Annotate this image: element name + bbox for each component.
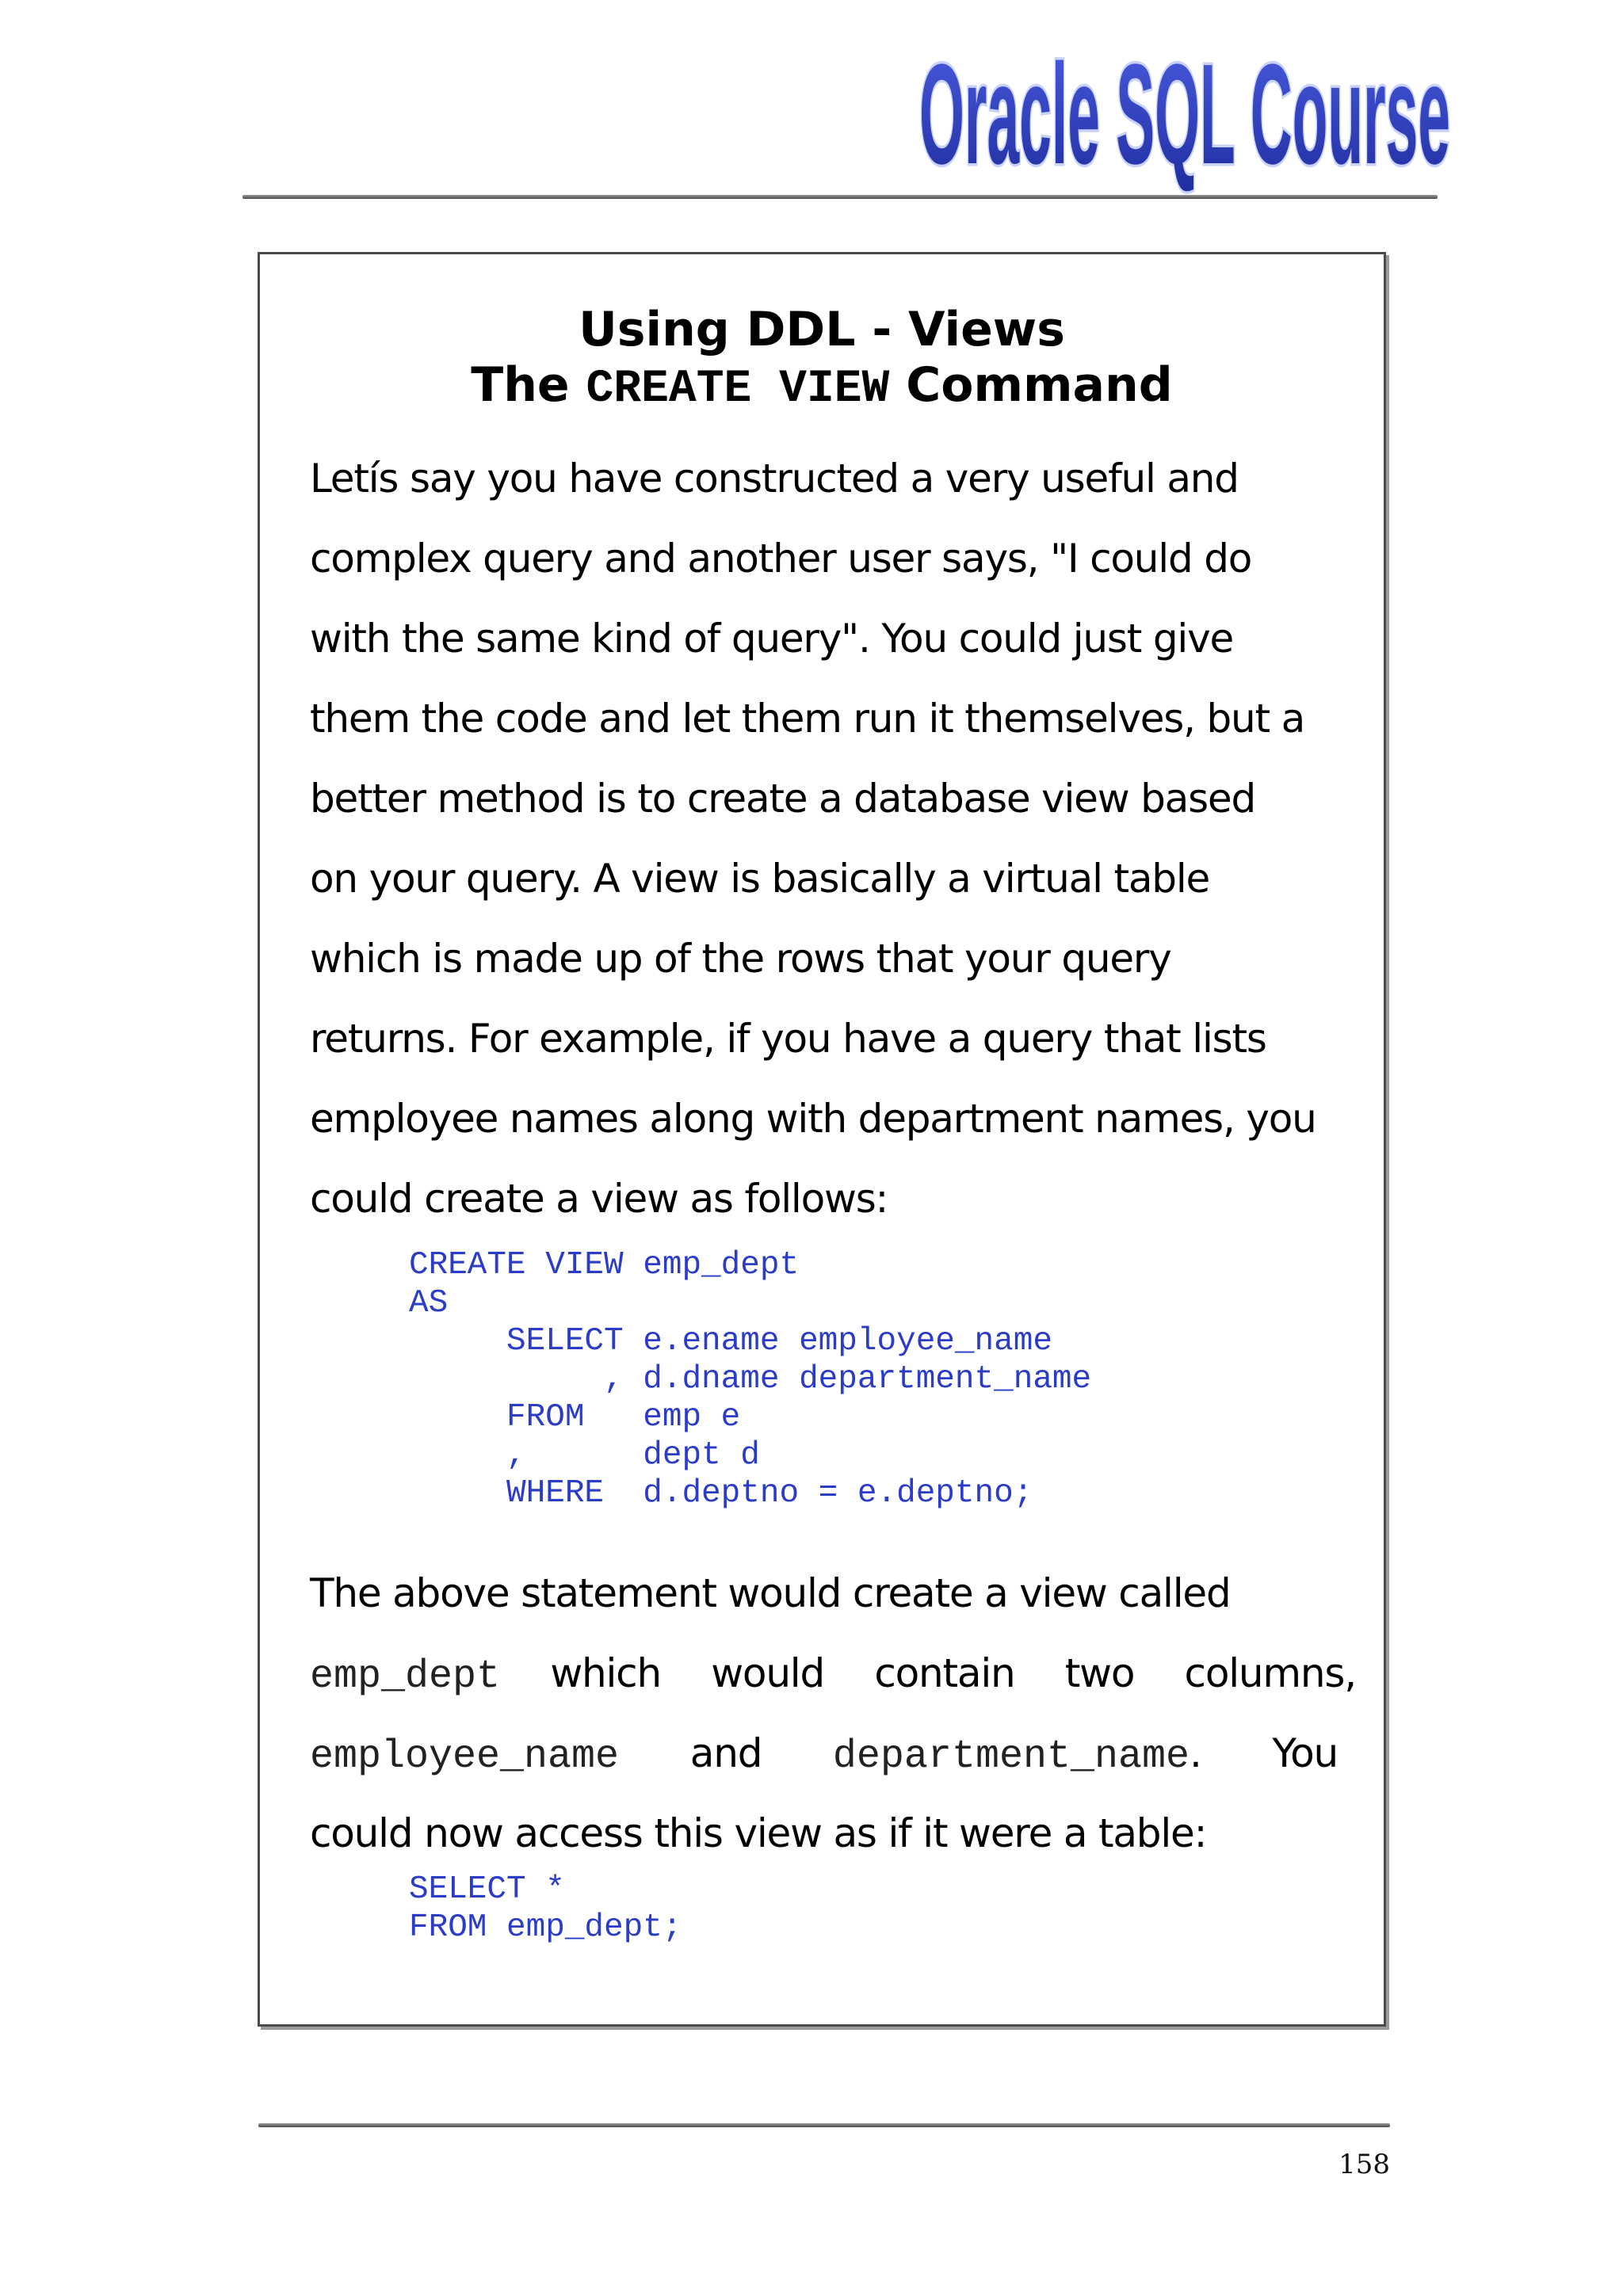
word: contain: [874, 1650, 1015, 1696]
code-line: SELECT *: [409, 1871, 565, 1908]
paragraph-line: The above statement would create a view called: [310, 1570, 1231, 1616]
paragraph-line: could now access this view as if it were a table:: [310, 1810, 1207, 1856]
word: which: [550, 1650, 661, 1696]
code-line: FROM emp_dept;: [409, 1909, 682, 1946]
word: and: [689, 1730, 762, 1776]
header-rule: [242, 195, 1438, 199]
logo-text: Oracle SQL Course: [919, 44, 1450, 194]
subtitle-command: CREATE VIEW: [586, 364, 890, 415]
paragraph-line: which is made up of the rows that your query: [310, 936, 1171, 982]
page-number: 158: [1338, 2149, 1390, 2180]
paragraph-line: complex query and another user says, "I could do: [310, 536, 1252, 582]
page-title: Using DDL - Views: [579, 302, 1065, 357]
word: would: [711, 1650, 825, 1696]
explanation-paragraph: [310, 1554, 1356, 1874]
paragraph-line: better method is to create a database view based: [310, 776, 1256, 822]
punctuation: .: [1190, 1730, 1201, 1776]
code-line: AS: [409, 1285, 449, 1322]
paragraph-line: could create a view as follows:: [310, 1176, 888, 1222]
word: You: [1272, 1730, 1338, 1776]
select-code-block: [409, 1871, 682, 1947]
intro-paragraph: [310, 439, 1356, 1239]
code-line: FROM emp e: [409, 1399, 741, 1436]
content-frame: [258, 252, 1386, 2027]
paragraph-line: them the code and let them run it themselves, but a: [310, 696, 1305, 742]
code-line: , dept d: [409, 1437, 760, 1474]
create-view-code-block: [409, 1246, 1091, 1512]
course-logo: [911, 44, 1458, 195]
paragraph-line: on your query. A view is basically a virtual table: [310, 856, 1210, 902]
paragraph-line-justified: [310, 1714, 1338, 1794]
inline-code-view-name: emp_dept: [310, 1654, 501, 1699]
code-line: , d.dname department_name: [409, 1361, 1092, 1398]
code-line: SELECT e.ename employee_name: [409, 1323, 1052, 1360]
paragraph-line: employee names along with department names, you: [310, 1096, 1316, 1142]
code-line: WHERE d.deptno = e.deptno;: [409, 1475, 1033, 1512]
paragraph-line: returns. For example, if you have a query that lists: [310, 1016, 1266, 1062]
paragraph-line-justified: [310, 1634, 1356, 1714]
paragraph-line: Letís say you have constructed a very useful and: [310, 456, 1239, 502]
page-subtitle: [260, 357, 1384, 415]
inline-code-column-department: department_name: [832, 1734, 1190, 1779]
footer-rule: [258, 2123, 1390, 2127]
paragraph-line: with the same kind of query". You could just give: [310, 616, 1234, 662]
code-line: CREATE VIEW emp_dept: [409, 1247, 800, 1283]
inline-code-column-employee: employee_name: [310, 1734, 620, 1779]
word: two: [1064, 1650, 1135, 1696]
subtitle-suffix: Command: [906, 357, 1173, 413]
word: columns,: [1184, 1650, 1356, 1696]
subtitle-prefix: The: [471, 357, 570, 413]
